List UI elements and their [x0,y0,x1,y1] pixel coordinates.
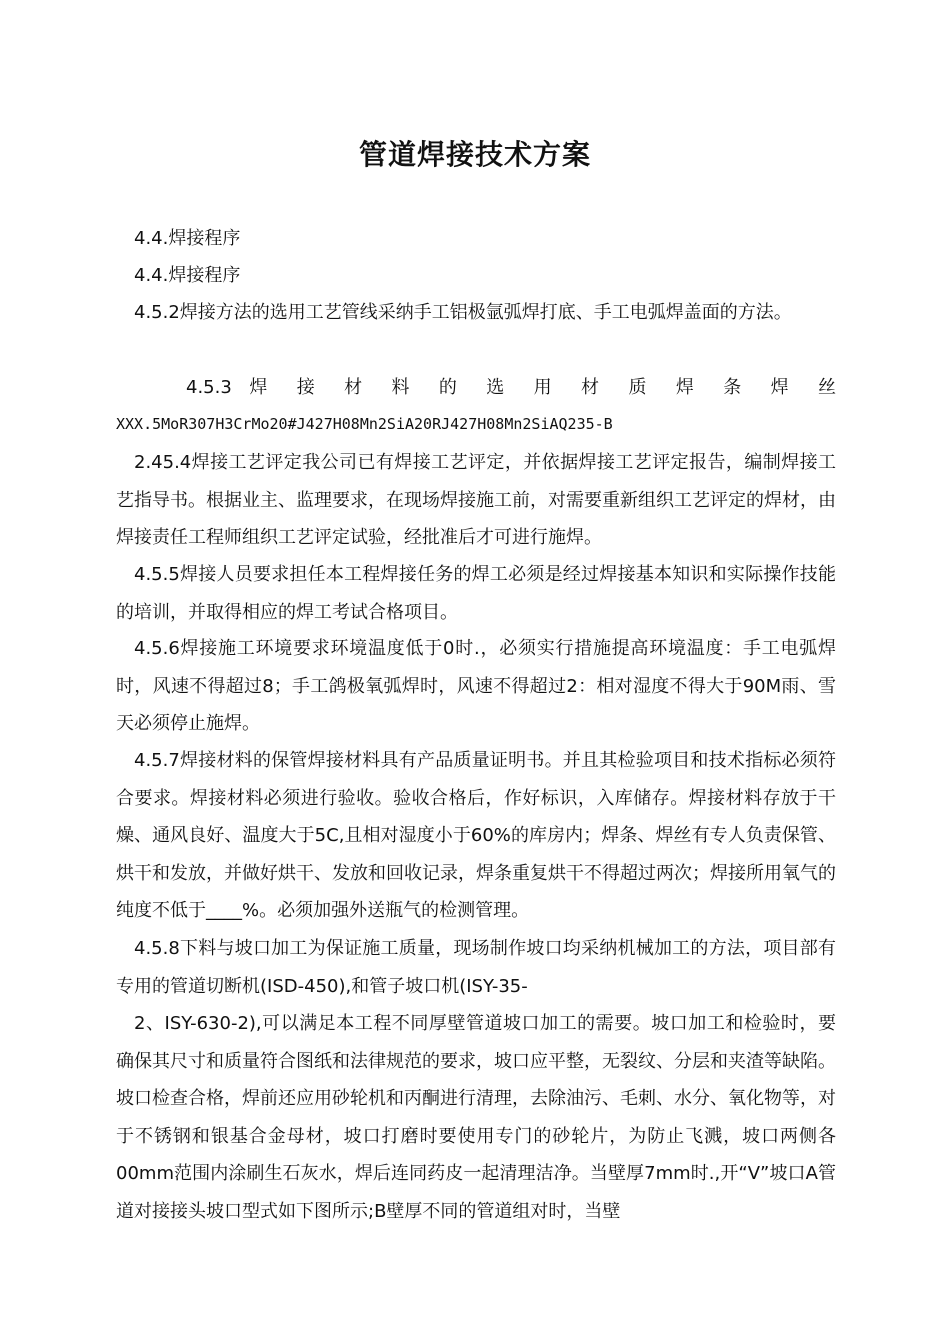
paragraph-4-5-7: 4.5.7焊接材料的保管焊接材料具有产品质量证明书。并且其检验项目和技术指标必须符合要求。焊接材料必须进行验收。验收合格后，作好标识，入库储存。焊接材料存放于干燥、通风良好、温度大于5C,且相对湿度小于60%的库房内；焊条、焊丝有专人负责保管、烘干和发放，并做好烘干、发放和回收记录，焊条重复烘干不得超过两次；焊接所用氧气的纯度不低于____%。必须加强外送瓶气的检测管理。 [116,750,836,921]
paragraph-4-5-3-materials: XXX.5MoR307H3CrMo20#J427H08Mn2SiA20RJ427H08Mn2SiAQ235-B [116,415,613,433]
paragraph-4-5-4: 2.45.4焊接工艺评定我公司已有焊接工艺评定，并依据焊接工艺评定报告，编制焊接工艺指导书。根据业主、监理要求，在现场焊接施工前，对需要重新组织工艺评定的焊材，由焊接责任工程师组织工艺评定试验，经批准后才可进行施焊。 [116,452,836,548]
paragraph-4-5-8-continued: 2、ISY-630-2),可以满足本工程不同厚壁管道坡口加工的需要。坡口加工和检验时，要确保其尺寸和质量符合图纸和法律规范的要求，坡口应平整，无裂纹、分层和夹渣等缺陷。坡口检查合格，焊前还应用砂轮机和丙酮进行清理，去除油污、毛刺、水分、氧化物等，对于不锈钢和银基合金母材，坡口打磨时要使用专门的砂轮片，为防止飞溅，坡口两侧各00mm范围内涂刷生石灰水，焊后连同药皮一起清理洁净。当壁厚7mm时.,开“V”坡口A管道对接接头坡口型式如下图所示;B壁厚不同的管道组对时，当壁 [116,1013,836,1222]
paragraph-4-5-3-header: 4.5.3 焊 接 材 料 的 选 用 材 质 焊 条 焊 丝 [186,377,836,398]
page-title: 管道焊接技术方案 [358,138,591,171]
paragraph-heading-4-4-b: 4.4.焊接程序 [134,265,241,286]
paragraph-heading-4-4-a: 4.4.焊接程序 [134,228,241,249]
paragraph-4-5-5: 4.5.5焊接人员要求担任本工程焊接任务的焊工必须是经过焊接基本知识和实际操作技能的培训，并取得相应的焊工考试合格项目。 [116,564,836,623]
paragraph-4-5-8: 4.5.8下料与坡口加工为保证施工质量，现场制作坡口均采纳机械加工的方法，项目部有专用的管道切断机(ISD-450),和管子坡口机(ISY-35- [116,938,836,997]
paragraph-4-5-2: 4.5.2焊接方法的选用工艺管线采纳手工铝极氩弧焊打底、手工电弧焊盖面的方法。 [134,302,792,323]
paragraph-4-5-6: 4.5.6焊接施工环境要求环境温度低于0时.，必须实行措施提高环境温度：手工电弧焊时，风速不得超过8；手工鸽极氧弧焊时，风速不得超过2：相对湿度不得大于90M雨、雪天必须停止施焊。 [116,638,836,734]
